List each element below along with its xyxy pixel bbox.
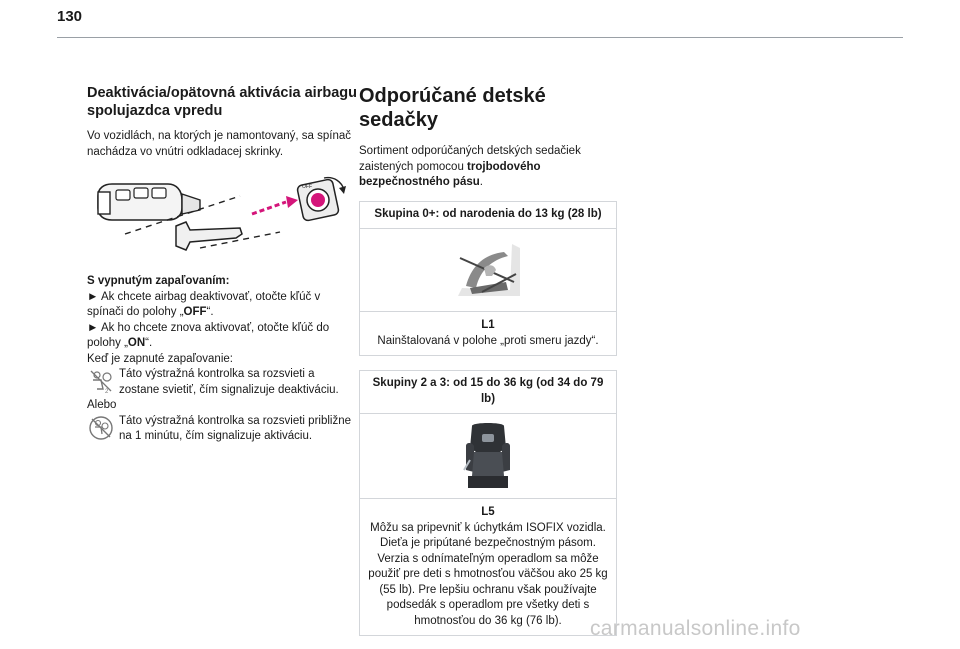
header-rule <box>57 37 903 38</box>
airbag-heading: Deaktivácia/opätovná aktivácia airbagu spolujazdca vpredu <box>87 85 357 119</box>
ignition-off-title: S vypnutým zapaľovaním: <box>87 275 230 287</box>
seat-l5-text <box>360 499 616 635</box>
seat-group-2-3-title: Skupiny 2 a 3: od 15 do 36 kg (od 34 do 79 lb) <box>360 371 616 414</box>
airbag-intro: Vo vozidlách, na ktorých je namontovaný, sa spínač nachádza vo vnútri odkladacej skrinky. <box>87 130 352 158</box>
left-column <box>87 84 357 445</box>
deactivation-lamp-text: Táto výstražná kontrolka sa rozsvieti a zostane svietiť, čím signalizuje deaktiváciu. <box>119 368 339 396</box>
seat-group-0-title: Skupina 0+: od narodenia do 13 kg (28 lb) <box>360 202 616 230</box>
seat-l5-desc: Môžu sa pripevniť k úchytkám ISOFIX vozidla. Dieťa je pripútané bezpečnostným pásom. Verzia s odnímateľným operadlom sa môže použiť pre deti s hmotnosťou väčšou ako 25 kg (55 lb). Pre lepšiu ochranu však používajte podsedák s operadlom pre všetky deti s hmotnosťou do 36 kg (76 lb). <box>368 521 608 627</box>
activation-lamp-text: Táto výstražná kontrolka sa rozsvieti približne na 1 minútu, čím signalizuje aktiváciu. <box>119 414 352 442</box>
key-switch-icon <box>90 174 350 260</box>
seat-l1-image <box>360 229 616 312</box>
deactivation-lamp-row <box>87 367 357 398</box>
step-deactivate: ► Ak chcete airbag deaktivovať, otočte kľúč v spínači do polohy „OFF“. <box>87 290 321 318</box>
airbag-off-warning-icon <box>87 367 115 395</box>
page-number: 130 <box>57 8 83 25</box>
right-column <box>359 84 617 636</box>
ignition-on-title: Keď je zapnuté zapaľovanie: <box>87 352 233 365</box>
airbag-on-warning-icon <box>87 414 115 442</box>
or-label: Alebo <box>87 399 117 411</box>
svg-text:2: 2 <box>105 389 109 395</box>
child-seats-heading: Odporúčané detské sedačky <box>359 85 546 131</box>
seat-l5-code: L5 <box>481 506 495 518</box>
seat-l1-desc: Nainštalovaná v polohe „proti smeru jazdy“. <box>377 334 599 347</box>
booster-seat-icon <box>458 420 518 492</box>
seat-l1-text <box>360 312 616 355</box>
seat-group-2-3-box <box>359 370 617 636</box>
step-activate: ► Ak ho chcete znova aktivovať, otočte kľúč do polohy „ON“. <box>87 321 330 349</box>
seat-l5-image <box>360 414 616 499</box>
seat-l1-code: L1 <box>481 319 495 331</box>
switch-off-label: OFF <box>302 184 312 190</box>
key-switch-illustration <box>90 174 350 260</box>
rear-facing-seat-icon <box>452 238 524 302</box>
child-seats-intro: Sortiment odporúčaných detských sedačiek zaistených pomocou trojbodového bezpečnostného pásu. <box>359 145 581 188</box>
seat-group-0-box <box>359 201 617 357</box>
activation-lamp-row <box>87 414 357 445</box>
watermark: carmanualsonline.info <box>590 617 801 640</box>
